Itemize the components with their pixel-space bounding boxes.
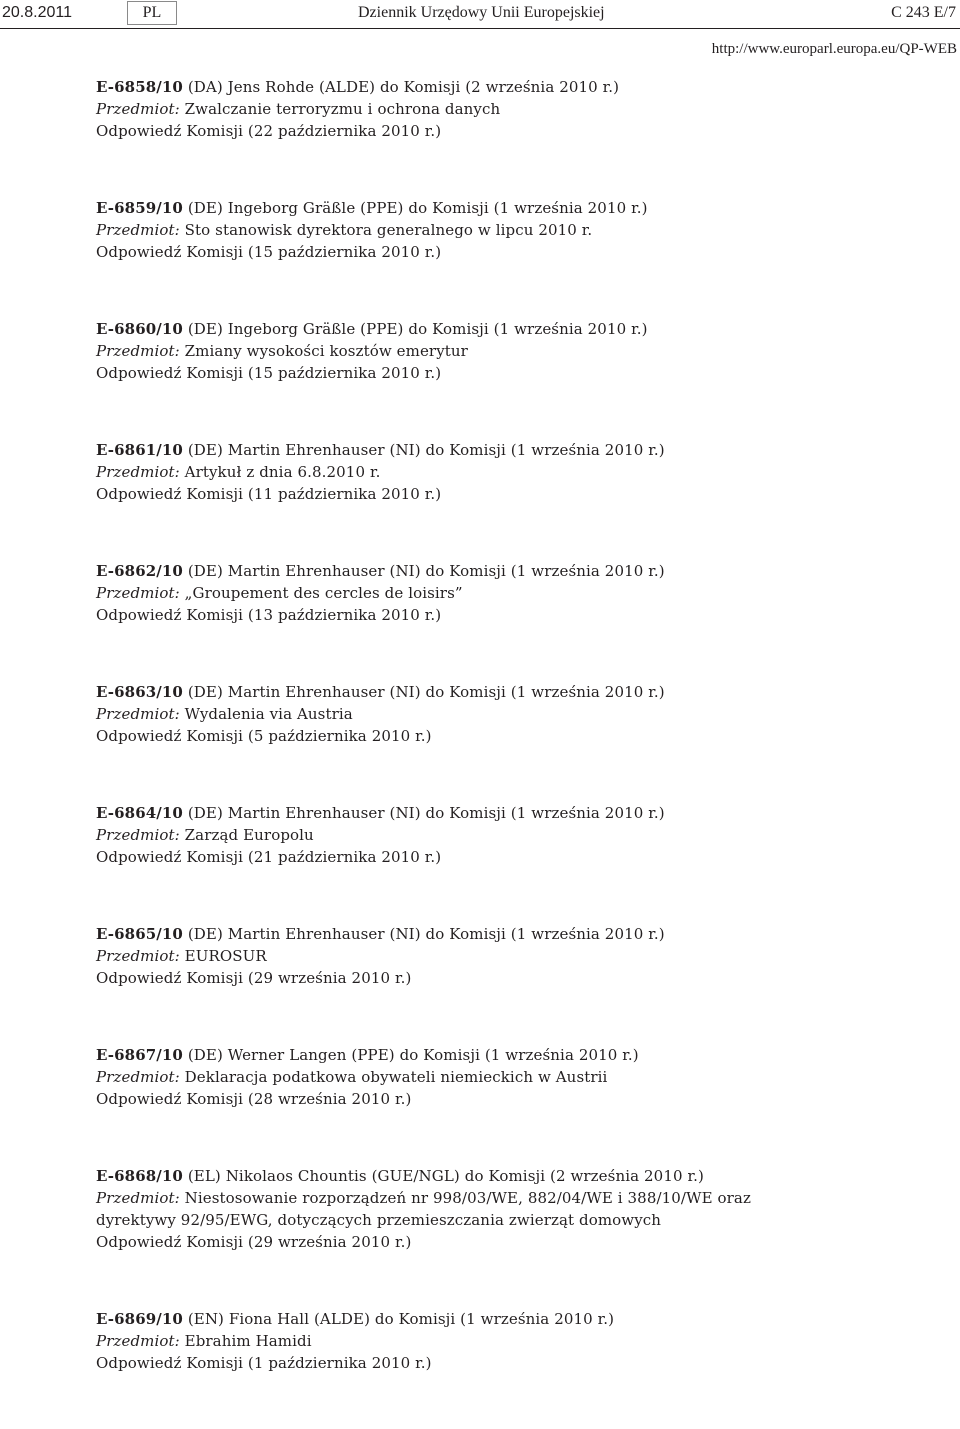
question-author: (DE) Ingeborg Gräßle (PPE) do Komisji (1 września 2010 r.) (187, 320, 648, 338)
answer-line: Odpowiedź Komisji (1 października 2010 r.) (96, 1354, 432, 1372)
question-entry (96, 1308, 816, 1429)
question-entry (96, 560, 816, 681)
answer-line: Odpowiedź Komisji (11 października 2010 r.) (96, 485, 442, 503)
subject-line (96, 945, 816, 967)
subject-text: Niestosowanie rozporządzeń nr 998/03/WE, 882/04/WE i 388/10/WE oraz dyrektywy 92/95/EWG, dotyczących przemieszczania zwierząt domowych (96, 1189, 751, 1229)
subject-line (96, 219, 816, 241)
question-line (96, 1044, 816, 1066)
subject-text: Wydalenia via Austria (184, 705, 353, 723)
answer-line: Odpowiedź Komisji (29 września 2010 r.) (96, 969, 412, 987)
question-author: (DE) Martin Ehrenhauser (NI) do Komisji (1 września 2010 r.) (187, 804, 665, 822)
answer-line: Odpowiedź Komisji (22 października 2010 r.) (96, 122, 442, 140)
subject-line (96, 1187, 796, 1231)
question-entry (96, 802, 816, 923)
question-entry (96, 439, 816, 560)
question-line (96, 1308, 816, 1330)
question-author: (DE) Martin Ehrenhauser (NI) do Komisji (1 września 2010 r.) (187, 562, 665, 580)
subject-line (96, 340, 816, 362)
subject-line (96, 461, 816, 483)
journal-title: Dziennik Urzędowy Unii Europejskiej (358, 4, 605, 21)
question-line (96, 318, 816, 340)
question-number: E-6864/10 (96, 804, 183, 822)
question-line (96, 76, 816, 98)
question-number: E-6867/10 (96, 1046, 183, 1064)
question-number: E-6858/10 (96, 78, 183, 96)
publication-date: 20.8.2011 (2, 4, 72, 21)
question-number: E-6862/10 (96, 562, 183, 580)
subject-text: Ebrahim Hamidi (184, 1332, 312, 1350)
language-badge: PL (127, 1, 177, 25)
subject-line (96, 582, 816, 604)
question-line (96, 439, 816, 461)
question-author: (DE) Martin Ehrenhauser (NI) do Komisji (1 września 2010 r.) (187, 441, 665, 459)
subject-label: Przedmiot: (96, 1332, 180, 1350)
answer-line: Odpowiedź Komisji (29 września 2010 r.) (96, 1233, 412, 1251)
subject-label: Przedmiot: (96, 100, 180, 118)
subject-line (96, 824, 816, 846)
question-number: E-6869/10 (96, 1310, 183, 1328)
question-entry (96, 681, 816, 802)
subject-text: Zarząd Europolu (184, 826, 314, 844)
question-line (96, 681, 816, 703)
subject-label: Przedmiot: (96, 584, 180, 602)
page-header (0, 0, 960, 28)
question-line (96, 197, 816, 219)
subject-label: Przedmiot: (96, 342, 180, 360)
subject-line (96, 1066, 816, 1088)
question-author: (EN) Fiona Hall (ALDE) do Komisji (1 września 2010 r.) (187, 1310, 615, 1328)
question-list (96, 76, 816, 1429)
subject-label: Przedmiot: (96, 826, 180, 844)
question-number: E-6860/10 (96, 320, 183, 338)
source-url[interactable]: http://www.europarl.europa.eu/QP-WEB (711, 41, 957, 57)
subject-label: Przedmiot: (96, 221, 180, 239)
subject-label: Przedmiot: (96, 705, 180, 723)
question-line (96, 560, 816, 582)
question-entry (96, 197, 816, 318)
subject-text: Zmiany wysokości kosztów emerytur (184, 342, 468, 360)
subject-text: Zwalczanie terroryzmu i ochrona danych (184, 100, 501, 118)
subject-text: „Groupement des cercles de loisirs” (184, 584, 463, 602)
question-line (96, 923, 816, 945)
subject-label: Przedmiot: (96, 463, 180, 481)
subject-label: Przedmiot: (96, 1189, 180, 1207)
page-reference: C 243 E/7 (891, 4, 956, 21)
subject-label: Przedmiot: (96, 1068, 180, 1086)
answer-line: Odpowiedź Komisji (13 października 2010 r.) (96, 606, 442, 624)
subject-text: Sto stanowisk dyrektora generalnego w lipcu 2010 r. (184, 221, 593, 239)
subject-text: Deklaracja podatkowa obywateli niemieckich w Austrii (184, 1068, 608, 1086)
question-author: (DE) Martin Ehrenhauser (NI) do Komisji (1 września 2010 r.) (187, 683, 665, 701)
question-entry (96, 76, 816, 197)
question-entry (96, 318, 816, 439)
question-number: E-6868/10 (96, 1167, 183, 1185)
answer-line: Odpowiedź Komisji (5 października 2010 r.) (96, 727, 432, 745)
question-number: E-6863/10 (96, 683, 183, 701)
question-entry (96, 1044, 816, 1165)
question-author: (DA) Jens Rohde (ALDE) do Komisji (2 września 2010 r.) (187, 78, 620, 96)
question-entry (96, 1165, 816, 1308)
answer-line: Odpowiedź Komisji (28 września 2010 r.) (96, 1090, 412, 1108)
subject-text: EUROSUR (184, 947, 267, 965)
subject-line (96, 703, 816, 725)
question-line (96, 1165, 816, 1187)
answer-line: Odpowiedź Komisji (15 października 2010 r.) (96, 243, 442, 261)
question-author: (DE) Ingeborg Gräßle (PPE) do Komisji (1 września 2010 r.) (187, 199, 648, 217)
question-author: (DE) Martin Ehrenhauser (NI) do Komisji (1 września 2010 r.) (187, 925, 665, 943)
answer-line: Odpowiedź Komisji (21 października 2010 r.) (96, 848, 442, 866)
question-number: E-6859/10 (96, 199, 183, 217)
question-entry (96, 923, 816, 1044)
question-author: (DE) Werner Langen (PPE) do Komisji (1 września 2010 r.) (187, 1046, 639, 1064)
subject-line (96, 1330, 816, 1352)
question-number: E-6861/10 (96, 441, 183, 459)
subject-label: Przedmiot: (96, 947, 180, 965)
subject-text: Artykuł z dnia 6.8.2010 r. (184, 463, 381, 481)
header-divider (0, 28, 960, 29)
answer-line: Odpowiedź Komisji (15 października 2010 r.) (96, 364, 442, 382)
question-number: E-6865/10 (96, 925, 183, 943)
subject-line (96, 98, 816, 120)
question-line (96, 802, 816, 824)
question-author: (EL) Nikolaos Chountis (GUE/NGL) do Komisji (2 września 2010 r.) (187, 1167, 704, 1185)
